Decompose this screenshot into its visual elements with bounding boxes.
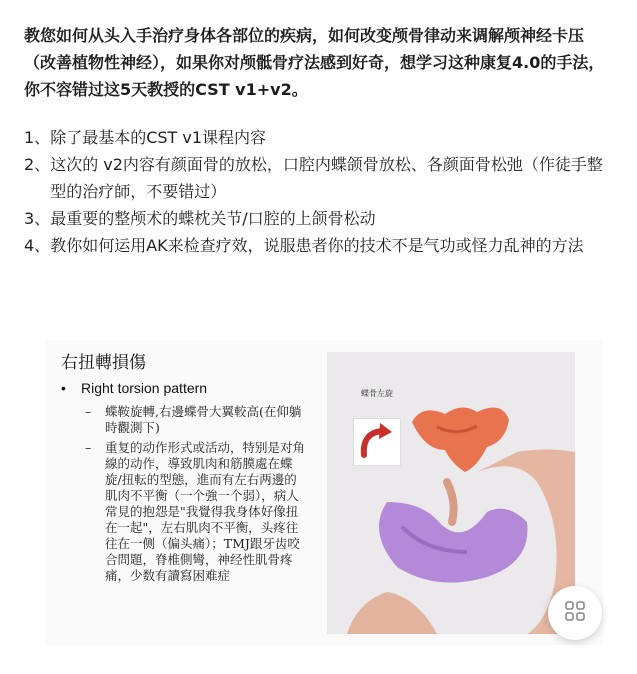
list-number: 2、 — [24, 155, 51, 174]
sub-dash: – — [85, 404, 92, 419]
list-item — [24, 205, 614, 232]
list-item — [24, 151, 614, 205]
slide-subpoint — [85, 404, 309, 436]
sphenoid-bone-illustration — [327, 352, 575, 634]
sphenoid-model-photo — [327, 352, 575, 634]
list-number: 3、 — [24, 209, 51, 228]
list-text: 这次的 v2内容有颜面骨的放松，口腔内蝶颌骨放松、各颜面骨松弛（作徒手整型的治疗師，不要错过） — [50, 155, 603, 201]
article-content — [24, 22, 614, 259]
list-item — [24, 232, 614, 259]
slide-bullet — [61, 380, 207, 396]
grid-icon — [564, 600, 586, 626]
sub-dash: – — [85, 440, 92, 455]
bullet-dot-icon: • — [61, 380, 66, 396]
slide-subpoint-text: 重复的动作形式或活动，特别是对角線的动作，導致肌肉和筋膜處在蝶旋/扭転的型態，進而有左右两邊的肌肉不平衡（一个強一个弱），病人常見的抱怨是"我覺得我身体好像扭在一起"，左右肌肉不平衡，头疼往往在一侧（偏头痛）；TMJ跟牙齿咬合問題，脊椎側彎，神经性肌骨疼痛，少数有讀寫困难症 — [105, 440, 306, 583]
slide-bullet-text: Right torsion pattern — [81, 380, 208, 396]
list-text: 最重要的整颅术的蝶枕关节/口腔的上颌骨松动 — [50, 209, 376, 228]
list-text: 除了最基本的CST v1课程内容 — [50, 128, 267, 147]
feature-list — [24, 124, 614, 259]
grid-menu-button[interactable] — [548, 586, 602, 640]
slide-title: 右扭轉損傷 — [61, 353, 146, 373]
slide-subpoint — [85, 440, 309, 584]
list-number: 1、 — [24, 128, 51, 147]
list-number: 4、 — [24, 236, 51, 255]
slide-subpoint-text: 蝶鞍旋轉,右邊蝶骨大翼較高(在仰躺時觀測下) — [105, 404, 302, 435]
list-text: 教你如何运用AK来检查疗效，说服患者你的技术不是气功或怪力乱神的方法 — [50, 236, 584, 255]
list-item — [24, 124, 614, 151]
photo-label: 蝶骨左旋 — [361, 389, 393, 398]
intro-paragraph: 教您如何从头入手治疗身体各部位的疾病，如何改变颅骨律动来调解颅神经卡压（改善植物性神经），如果你对颅骶骨疗法感到好奇，想学习这种康复4.0的手法，你不容错过这5天教授的CST v1+v2。 — [24, 26, 605, 99]
